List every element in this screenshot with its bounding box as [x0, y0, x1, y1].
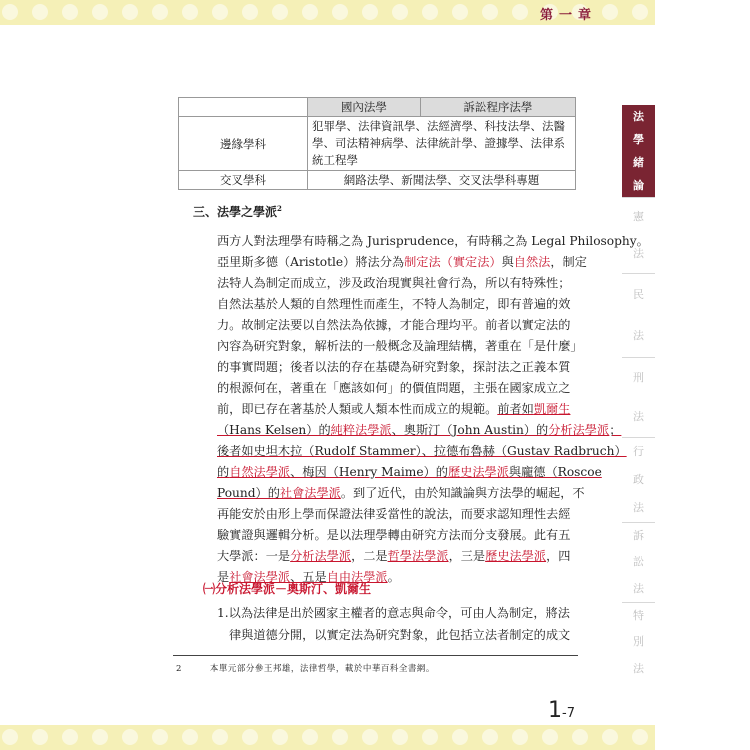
text-run: （Hans Kelsen）的: [217, 423, 331, 437]
side-tab-strip: [622, 105, 655, 682]
text-run: 與龐德（Roscoe: [508, 465, 602, 479]
table-row-label: 交叉學科: [179, 171, 308, 190]
highlight-term: 純粹法學派: [330, 423, 392, 437]
table-header: 訴訟程序法學: [420, 98, 575, 117]
highlight-term: 自由法學派: [326, 570, 388, 584]
text-line: 1.以為法律是出於國家主權者的意志與命令，可由人為制定，將法: [217, 606, 570, 620]
tab-char: 民: [633, 287, 644, 301]
tab-char: 法: [633, 410, 644, 424]
text-line: 的根源何在，著重在「應該如何」的價值問題，主張在國家成立之: [217, 381, 571, 395]
tab-char: 法: [633, 109, 644, 123]
page-number-minor: -7: [562, 706, 575, 721]
underlined-text: 、五是: [290, 570, 327, 584]
text-run: 是: [217, 570, 230, 584]
table-cell: 網路法學、新聞法學、交叉法學科專題: [308, 171, 576, 190]
underlined-text: Pound）的: [217, 486, 280, 500]
tab-char: 訟: [633, 555, 644, 569]
text-run: 的: [217, 465, 230, 479]
text-run: ，制定: [550, 255, 587, 269]
table-cell: 犯罪學、法律資訊學、法經濟學、科技法學、法醫學、司法精神病學、法律統計學、證據學、法律系統工程學: [308, 117, 576, 171]
text-line: 力。故制定法要以自然法為依據，才能合理均平。前者以實定法的: [217, 318, 571, 332]
tab-char: 法: [633, 247, 644, 261]
table-row-label: 邊緣學科: [179, 117, 308, 171]
highlight-term: 自然法: [513, 255, 551, 269]
text-line: 律與道德分開，以實定法為研究對象，此包括立法者制定的成文: [229, 628, 571, 642]
text-line: [217, 483, 585, 504]
header-band: [0, 0, 655, 25]
section-title: 三、法學之學派: [193, 205, 278, 219]
highlight-term: 制定法（實定法）: [404, 255, 502, 269]
footer-band: [0, 725, 655, 750]
list-item: [217, 602, 577, 646]
tab-char: 別: [633, 635, 644, 649]
text-line: 的事實問題；後者以法的存在基礎為研究對象，探討法之正義本質: [217, 360, 571, 374]
tab-law-intro[interactable]: [622, 105, 655, 197]
text-run: 大學派：一是: [217, 549, 291, 563]
text-line: 再能安於由形上學而保證法律妥當性的說法，而要求認知理性去經: [217, 507, 571, 521]
text-line: [217, 252, 587, 273]
text-line: 驗實證與邏輯分析。是以法理學轉由研究方法而分支發展。此有五: [217, 528, 571, 542]
page-number-major: 1: [548, 698, 562, 723]
text-line: 西方人對法理學有時稱之為 Jurisprudence，有時稱之為 Legal Philosophy。: [217, 234, 649, 248]
page-number: [548, 698, 575, 723]
footnote-text: 本單元部分參王邦雄，法律哲學，載於中華百科全書網。: [209, 664, 435, 674]
text-run: 亞里斯多德（Aristotle）將法分為: [217, 255, 405, 269]
text-line: 法特人為制定而成立，涉及政治現實與社會行為，所以有特殊性；: [217, 276, 571, 290]
table-header: 國內法學: [308, 98, 421, 117]
text-run: 後者如史坦木拉（Rudolf Stammer）、拉德布魯赫（Gustav Radbruch）: [217, 444, 627, 458]
text-run: ，四: [546, 549, 571, 563]
text-run: 前，即已存在著基於人類或人類本性而成立的規範。: [217, 402, 498, 416]
highlight-term: 歷史法學派: [447, 465, 509, 479]
tab-char: 法: [633, 329, 644, 343]
highlight-term: 分析法學派: [290, 549, 352, 563]
text-line: 內容為研究對象，解析法的一般概念及論理結構，著重在「是什麼」: [217, 339, 583, 353]
text-run: 。到了近代，由於知識論與方法學的崛起，不: [340, 486, 585, 500]
footnote: [176, 662, 435, 674]
footnote-divider: [173, 655, 578, 656]
body-paragraph: [217, 231, 649, 588]
highlight-term: 自然法學派: [229, 465, 291, 479]
tab-char: 刑: [633, 370, 644, 384]
table-row: [179, 98, 576, 117]
tab-procedural-law[interactable]: [622, 522, 655, 602]
text-run: 、梅因（Henry Maime）的: [290, 465, 448, 479]
table-row: [179, 117, 576, 171]
text-run: ，三是: [448, 549, 486, 563]
highlight-term: 凱爾生: [533, 402, 571, 416]
highlight-term: 社會法學派: [229, 570, 291, 584]
highlight-term: 社會法學派: [279, 486, 341, 500]
tab-civil-law[interactable]: [622, 273, 655, 357]
highlight-term: 歷史法學派: [485, 549, 547, 563]
tab-char: 緒: [633, 155, 644, 169]
tab-char: 論: [633, 178, 644, 192]
tab-char: 法: [633, 501, 644, 514]
text-line: [217, 441, 627, 462]
text-line: [217, 399, 572, 420]
disciplines-table: [178, 97, 576, 190]
footnote-ref: 2: [277, 204, 282, 213]
tab-char: 行: [633, 445, 644, 458]
subsection-heading: ㈠分析法學派－奧斯汀、凱爾生: [203, 582, 372, 596]
tab-char: 訴: [633, 529, 644, 543]
chapter-label: 第一章: [540, 8, 598, 23]
text-line: [217, 546, 572, 567]
tab-char: 法: [633, 581, 644, 595]
highlight-term: 分析法學派: [548, 423, 610, 437]
text-run: 、奧斯汀（John Austin）的: [391, 423, 549, 437]
footnote-number: 2: [176, 664, 182, 674]
table-cell: [179, 98, 308, 117]
tab-char: 法: [633, 661, 644, 675]
highlight-term: 哲學法學派: [387, 549, 449, 563]
tab-char: 特: [633, 609, 644, 623]
tab-special-law[interactable]: [622, 602, 655, 682]
tab-char: 憲: [633, 209, 644, 223]
section-heading: [193, 203, 282, 220]
tab-char: 政: [633, 473, 644, 486]
tab-criminal-law[interactable]: [622, 357, 655, 437]
text-run: ；: [609, 423, 622, 437]
text-line: [217, 420, 622, 441]
tab-char: 學: [633, 132, 644, 146]
table-row: [179, 171, 576, 190]
text-run: ，二是: [351, 549, 388, 563]
scallop-pattern: [0, 725, 655, 750]
text-line: 自然法基於人類的自然理性而產生，不特人為制定，即有普遍的效: [217, 297, 571, 311]
underlined-text: 前者如: [497, 402, 534, 416]
text-run: 。: [387, 570, 400, 584]
text-run: 與: [501, 255, 514, 269]
text-line: [217, 462, 602, 483]
